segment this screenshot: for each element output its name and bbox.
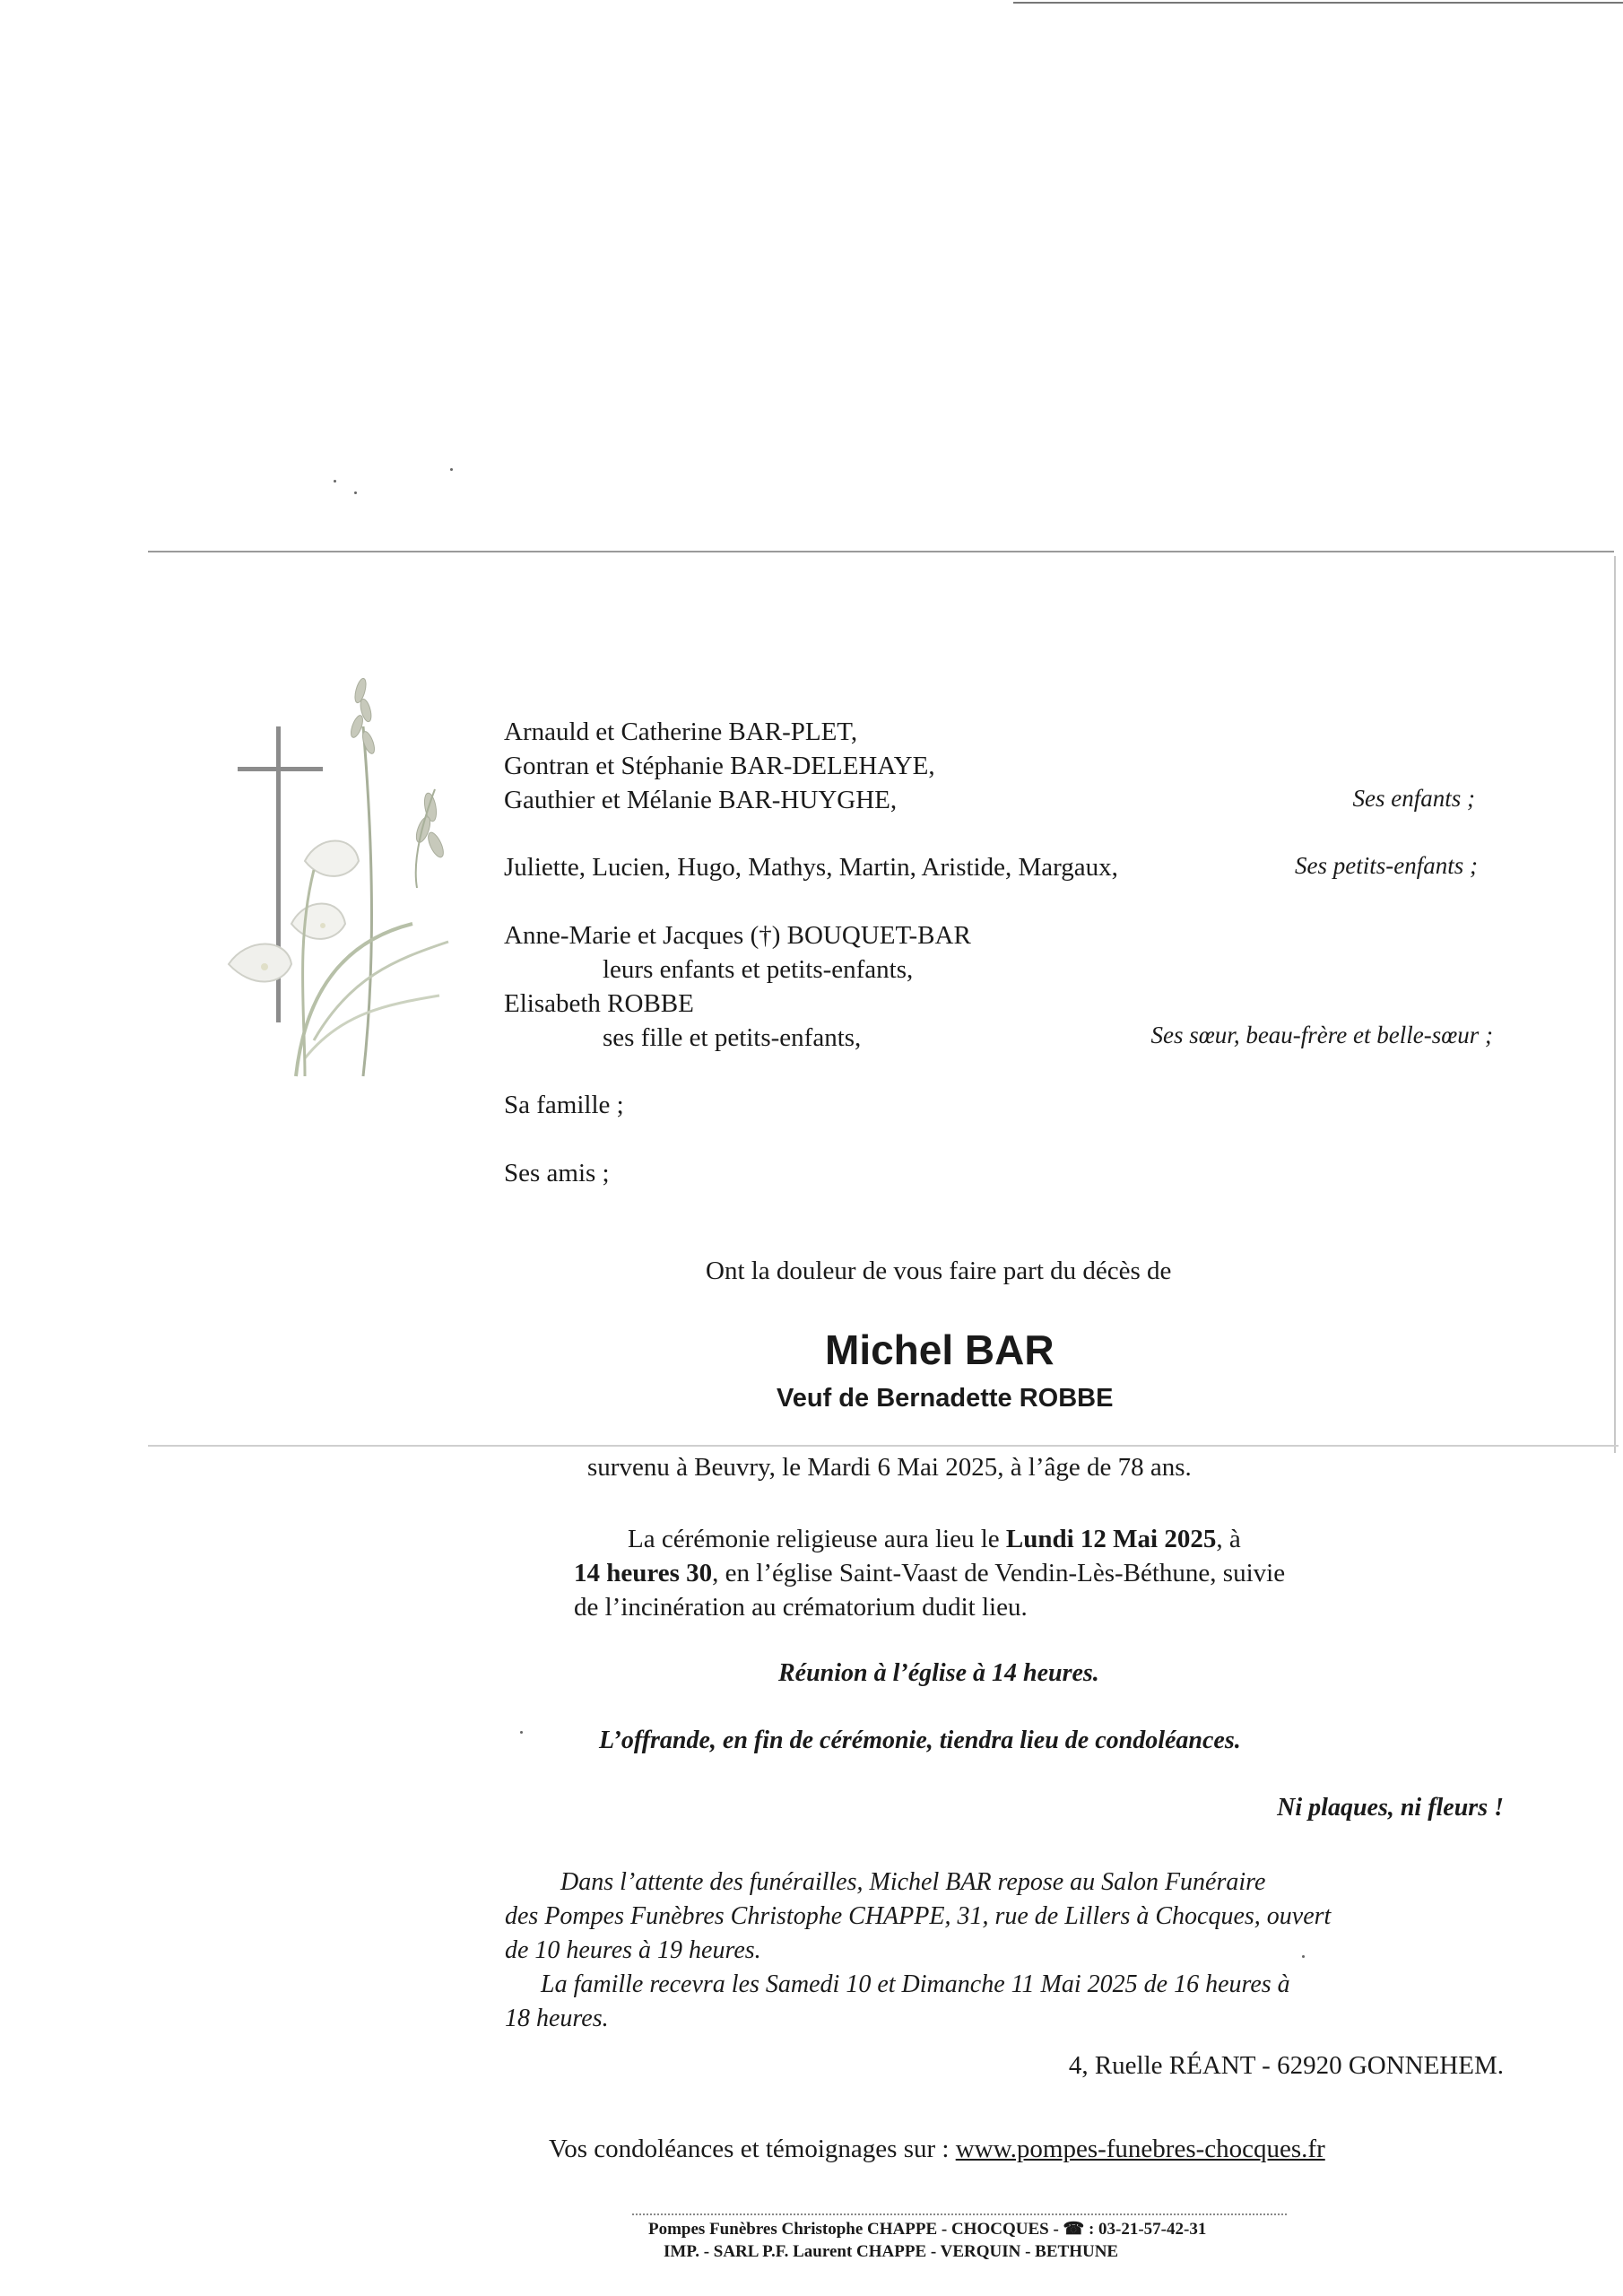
scan-speck	[1302, 1955, 1305, 1958]
sibling-line-2: leurs enfants et petits-enfants,	[603, 955, 914, 984]
condolences-line	[549, 2132, 1325, 2166]
intro-text: Ont la douleur de vous faire part du décès de	[706, 1257, 1172, 1285]
children-role: Ses enfants ;	[1352, 785, 1475, 812]
cross-lily-wheat-icon	[206, 655, 457, 1103]
child-line-1: Arnauld et Catherine BAR-PLET,	[504, 718, 858, 746]
footer-divider	[632, 2213, 1287, 2215]
fold-line-top	[148, 551, 1614, 552]
scan-speck	[520, 1731, 523, 1734]
scan-speck	[354, 491, 357, 494]
salon-line-4: La famille recevra les Samedi 10 et Dimanche 11 Mai 2025 de 16 heures à	[541, 1970, 1290, 1998]
scan-speck	[334, 480, 336, 483]
siblings-role: Ses sœur, beau-frère et belle-sœur ;	[1150, 1022, 1493, 1048]
friends-line: Ses amis ;	[504, 1159, 610, 1187]
condolences-text: Vos condoléances et témoignages sur :	[549, 2135, 956, 2163]
footer-phone: : 03-21-57-42-31	[1084, 2220, 1207, 2239]
ceremony-time: 14 heures 30	[574, 1559, 713, 1587]
meeting-line: Réunion à l’église à 14 heures.	[778, 1659, 1099, 1687]
grandchildren-line: Juliette, Lucien, Hugo, Mathys, Martin, Aristide, Margaux,	[504, 853, 1118, 882]
ceremony-text-a: La cérémonie religieuse aura lieu le	[628, 1525, 1006, 1553]
fold-line-middle	[148, 1445, 1619, 1447]
sibling-line-3: Elisabeth ROBBE	[504, 989, 694, 1018]
death-line: survenu à Beuvry, le Mardi 6 Mai 2025, à l’âge de 78 ans.	[587, 1453, 1192, 1482]
grandchildren-role: Ses petits-enfants ;	[1295, 852, 1478, 879]
ceremony-line-2	[574, 1556, 1285, 1590]
condolences-link[interactable]: www.pompes-funebres-chocques.fr	[955, 2135, 1325, 2163]
family-line: Sa famille ;	[504, 1091, 624, 1119]
sibling-line-1: Anne-Marie et Jacques (†) BOUQUET-BAR	[504, 921, 971, 950]
salon-line-1: Dans l’attente des funérailles, Michel BAR repose au Salon Funéraire	[560, 1868, 1266, 1896]
ceremony-line-1	[628, 1522, 1241, 1556]
salon-line-3: de 10 heures à 19 heures.	[505, 1936, 761, 1964]
salon-line-5: 18 heures.	[505, 2005, 609, 2032]
ceremony-date: Lundi 12 Mai 2025	[1005, 1525, 1217, 1553]
salon-line-2: des Pompes Funèbres Christophe CHAPPE, 31, rue de Lillers à Chocques, ouvert	[505, 1902, 1332, 1930]
telephone-icon: ☎	[1063, 2220, 1085, 2239]
child-line-2: Gontran et Stéphanie BAR-DELEHAYE,	[504, 752, 935, 780]
scan-speck	[450, 468, 453, 471]
child-line-3: Gauthier et Mélanie BAR-HUYGHE,	[504, 786, 898, 814]
footer-line-2: IMP. - SARL P.F. Laurent CHAPPE - VERQUIN - BETHUNE	[664, 2242, 1119, 2261]
offering-line: L’offrande, en fin de cérémonie, tiendra lieu de condoléances.	[599, 1726, 1241, 1754]
family-address: 4, Ruelle RÉANT - 62920 GONNEHEM.	[1068, 2051, 1504, 2080]
top-border-line	[1013, 2, 1623, 4]
footer-company: Pompes Funèbres Christophe CHAPPE - CHOCQUES -	[648, 2220, 1063, 2239]
sibling-line-4: ses fille et petits-enfants,	[603, 1023, 862, 1052]
footer-line-1	[648, 2219, 1206, 2239]
ceremony-text-c: , à	[1216, 1525, 1241, 1553]
deceased-name: Michel BAR	[825, 1326, 1055, 1373]
no-flowers-line: Ni plaques, ni fleurs !	[1277, 1794, 1504, 1822]
ceremony-location: , en l’église Saint-Vaast de Vendin-Lès-Béthune, suivie	[712, 1559, 1286, 1587]
spouse-line: Veuf de Bernadette ROBBE	[777, 1384, 1114, 1413]
ceremony-line-3: de l’incinération au crématorium dudit lieu.	[574, 1593, 1028, 1622]
right-edge-line	[1614, 556, 1616, 1453]
